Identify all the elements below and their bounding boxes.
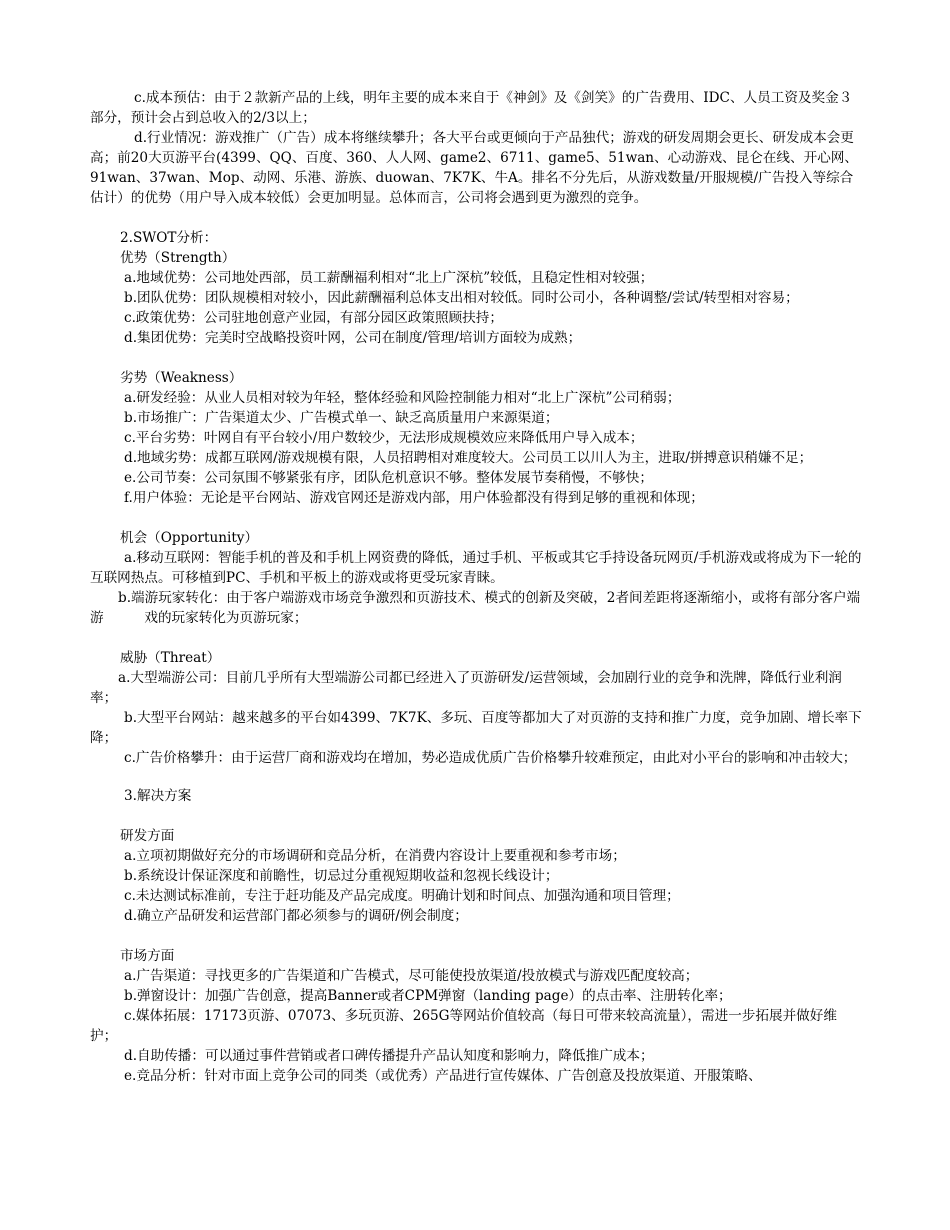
- threat-item: c.广告价格攀升：由于运营厂商和游戏均在增加，势必造成优质广告价格攀升较难预定，由此对小平台的影响和冲击较大；: [124, 750, 857, 766]
- strength-item: a.地域优势：公司地处西部，员工薪酬福利相对“北上广深杭”较低，且稳定性相对较强；: [124, 270, 654, 286]
- opportunity-item: b.端游玩家转化：由于客户端游戏市场竞争激烈和页游技术、模式的创新及突破，2者间差距将逐渐缩小，或将有部分客户端游 戏的玩家转化为页游玩家；: [90, 590, 861, 626]
- solutions-heading: 3.解决方案: [124, 788, 192, 804]
- threat-item: b.大型平台网站：越来越多的平台如4399、7K7K、多玩、百度等都加大了对页游的支持和推广力度，竞争加剧、增长率下降；: [90, 710, 862, 746]
- market-item: d.自助传播：可以通过事件营销或者口碑传播提升产品认知度和影响力，降低推广成本；: [124, 1048, 654, 1064]
- intro-paragraph-c: c.成本预估：由于２款新产品的上线，明年主要的成本来自于《神剑》及《剑笑》的广告费用、IDC、人员工资及奖金３部分，预计会占到总收入的2/3以上；: [90, 90, 853, 126]
- weakness-item: b.市场推广：广告渠道太少、广告模式单一、缺乏高质量用户来源渠道；: [124, 410, 559, 426]
- strength-item: c.政策优势：公司驻地创意产业园，有部分园区政策照顾扶持；: [124, 310, 503, 326]
- rd-title: 研发方面: [120, 828, 175, 844]
- market-title: 市场方面: [120, 948, 175, 964]
- weakness-title: 劣势（Weakness）: [120, 370, 243, 386]
- weakness-item: d.地域劣势：成都互联网/游戏规模有限，人员招聘相对难度较大。公司员工以川人为主，进取/拼搏意识稍嫌不足；: [124, 450, 813, 466]
- market-item: b.弹窗设计：加强广告创意，提高Banner或者CPM弹窗（landing page）的点击率、注册转化率；: [124, 988, 732, 1004]
- strength-item: d.集团优势：完美时空战略投资叶网，公司在制度/管理/培训方面较为成熟；: [124, 330, 582, 346]
- rd-item: b.系统设计保证深度和前瞻性，切忌过分重视短期收益和忽视长线设计；: [124, 868, 559, 884]
- opportunity-title: 机会（Opportunity）: [120, 530, 259, 546]
- intro-paragraph-d: d.行业情况：游戏推广（广告）成本将继续攀升；各大平台或更倾向于产品独代；游戏的研发周期会更长、研发成本会更高；前20大页游平台(4399、QQ、百度、360、人人网、game2、6711、game5、51wan、心动游戏、昆仑在线、开心网、91wan、37wan、Mop、动网、乐港、游族、duowan、7K7K、牛A。排名不分先后，从游戏数量/开服规模/广告投入等综合估计）的优势（用户导入成本较低）会更加明显。总体而言，公司将会遇到更为激烈的竞争。: [90, 130, 858, 206]
- swot-heading: 2.SWOT分析：: [120, 230, 218, 246]
- threat-title: 威胁（Threat）: [120, 650, 221, 666]
- weakness-item: c.平台劣势：叶网自有平台较小/用户数较少，无法形成规模效应来降低用户导入成本；: [124, 430, 644, 446]
- rd-item: d.确立产品研发和运营部门都必须参与的调研/例会制度；: [124, 908, 468, 924]
- strength-title: 优势（Strength）: [120, 250, 236, 266]
- market-item: a.广告渠道：寻找更多的广告渠道和广告模式，尽可能使投放渠道/投放模式与游戏匹配度较高；: [124, 968, 699, 984]
- threat-item: a.大型端游公司：目前几乎所有大型端游公司都已经进入了页游研发/运营领域，会加剧行业的竞争和洗牌，降低行业利润率；: [90, 670, 842, 706]
- opportunity-item: a.移动互联网：智能手机的普及和手机上网资费的降低，通过手机、平板或其它手持设备玩网页/手机游戏或将成为下一轮的互联网热点。可移植到PC、手机和平板上的游戏或将更受玩家青睐。: [90, 550, 862, 586]
- market-item: c.媒体拓展：17173页游、07073、多玩页游、265G等网站价值较高（每日可带来较高流量），需进一步拓展并做好维护；: [90, 1008, 837, 1044]
- weakness-item: f.用户体验：无论是平台网站、游戏官网还是游戏内部，用户体验都没有得到足够的重视和体现；: [124, 490, 704, 506]
- rd-item: a.立项初期做好充分的市场调研和竞品分析，在消费内容设计上要重视和参考市场；: [124, 848, 626, 864]
- strength-item: b.团队优势：团队规模相对较小，因此薪酬福利总体支出相对较低。同时公司小，各种调整/尝试/转型相对容易；: [124, 290, 799, 306]
- weakness-item: e.公司节奏：公司氛围不够紧张有序，团队危机意识不够。整体发展节奏稍慢，不够快；: [124, 470, 653, 486]
- weakness-item: a.研发经验：从业人员相对较为年轻，整体经验和风险控制能力相对“北上广深杭”公司稍弱；: [124, 390, 681, 406]
- rd-item: c.未达测试标准前，专注于赶功能及产品完成度。明确计划和时间点、加强沟通和项目管理；: [124, 888, 680, 904]
- market-item: e.竞品分析：针对市面上竞争公司的同类（或优秀）产品进行宣传媒体、广告创意及投放渠道、开服策略、: [124, 1068, 762, 1084]
